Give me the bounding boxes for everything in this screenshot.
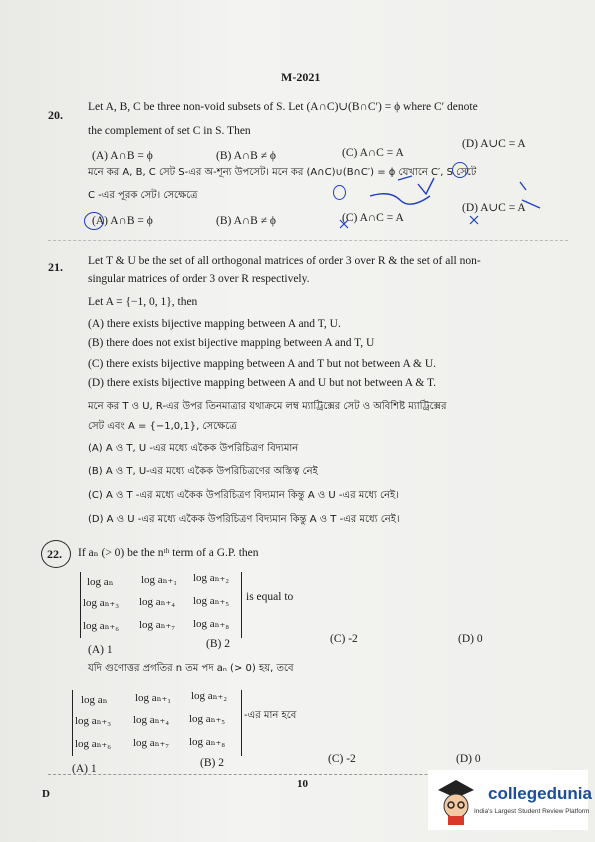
logo-tagline: India's Largest Student Review Platform (474, 808, 590, 815)
det-cell: log aₙ₊₄ (139, 596, 176, 608)
q22-bengali-determinant (72, 690, 242, 756)
logo-wordmark: collegedunia (488, 784, 592, 803)
q20-bengali-line2: C -এর পূরক সেট। সেক্ষেত্রে (88, 190, 198, 201)
det-cell: log aₙ₊₆ (75, 738, 112, 750)
q22-determinant (80, 572, 242, 638)
q21-option-a: (A) there exists bijective mapping between A and T, U. (88, 318, 341, 330)
q21-bengali-line1: মনে কর T ও U, R-এর উপর তিনমাত্রার যথাক্রমে লম্ব ম্যাট্রিক্সের সেট ও অবিশিষ্ট ম্যাট্রিক্সের (88, 401, 447, 412)
q20-bengali-option-c: (C) A∩C = A (342, 212, 404, 224)
q22-equal-text: is equal to (246, 591, 294, 603)
q21-bengali-option-b: (B) A ও T, U-এর মধ্যে একৈক উপরিচিত্রণের অস্তিত্ব নেই (88, 466, 318, 477)
q20-stem-line1: Let A, B, C be three non-void subsets of S. Let (A∩C)∪(B∩C′) = ϕ where C′ denote (88, 101, 478, 113)
q21-option-d: (D) there exists bijective mapping between A and U but not between A & T. (88, 377, 437, 389)
det-cell: log aₙ₊₅ (189, 713, 226, 725)
pen-annotation-strokes (460, 178, 550, 228)
det-cell: log aₙ₊₂ (191, 690, 228, 702)
q20-option-d: (D) A∪C = A (462, 138, 526, 150)
det-cell: log aₙ₊₃ (75, 715, 112, 727)
q20-option-a: (A) A∩B = ϕ (92, 150, 153, 162)
q22-bengali-option-a: (A) 1 (72, 763, 97, 775)
q21-bengali-option-d: (D) A ও U -এর মধ্যে একৈক উপরিচিত্রণ বিদ্যমান কিন্তু A ও T -এর মধ্যে নেই। (88, 514, 400, 525)
q21-bengali-option-a: (A) A ও T, U -এর মধ্যে একৈক উপরিচিত্রণ বিদ্যমান (88, 443, 299, 454)
q20-bengali-line1: মনে কর A, B, C সেট S-এর অ-শূন্য উপসেট। মনে কর (A∩C)∪(B∩C′) = ϕ যেখানে C′, S সেটে (88, 167, 477, 178)
q21-stem-line1: Let T & U be the set of all orthogonal matrices of order 3 over R & the set of all non- (88, 255, 481, 267)
section-divider (48, 240, 568, 241)
det-cell: log aₙ₊₇ (139, 619, 176, 631)
q22-bengali-option-c: (C) -2 (328, 753, 356, 765)
q21-stem-line2: singular matrices of order 3 over R respectively. (88, 273, 310, 285)
q20-bengali-option-d: (D) A∪C = A (462, 202, 526, 214)
det-cell: log aₙ₊₅ (193, 595, 230, 607)
page-number: 10 (297, 778, 308, 790)
q22-bengali-option-d: (D) 0 (456, 753, 481, 765)
det-cell: log aₙ₊₆ (83, 620, 120, 632)
det-cell: log aₙ₊₁ (135, 692, 172, 704)
q22-bengali-option-b: (B) 2 (200, 757, 224, 769)
graduate-mascot-icon (432, 776, 480, 826)
det-cell: log aₙ (87, 576, 114, 588)
q20-stem-line2: the complement of set C in S. Then (88, 125, 251, 137)
q20-bengali-option-a: (A) A∩B = ϕ (92, 215, 153, 227)
q22-bengali-equal-text: -এর মান হবে (244, 710, 297, 721)
q21-option-b: (B) there does not exist bijective mapping between A and T, U (88, 337, 375, 349)
det-cell: log aₙ₊₇ (133, 737, 170, 749)
q22-option-b: (B) 2 (206, 638, 230, 650)
q22-bengali-stem: যদি গুণোত্তর প্রগতির n তম পদ aₙ (> 0) হয়, তবে (88, 663, 294, 674)
det-cell: log aₙ (81, 694, 108, 706)
det-cell: log aₙ₊₈ (193, 618, 230, 630)
q21-option-c: (C) there exists bijective mapping between A and T but not between A & U. (88, 358, 437, 370)
q22-option-c: (C) -2 (330, 633, 358, 645)
det-cell: log aₙ₊₄ (133, 714, 170, 726)
paper-code: M-2021 (281, 70, 321, 84)
det-cell: log aₙ₊₁ (141, 574, 178, 586)
q20-option-c: (C) A∩C = A (342, 147, 404, 159)
pen-annotation-strokes (330, 170, 460, 230)
q20-bengali-option-b: (B) A∩B ≠ ϕ (216, 215, 276, 227)
q22-option-d: (D) 0 (458, 633, 483, 645)
q22-option-a: (A) 1 (88, 644, 113, 656)
q21-stem-line3: Let A = {−1, 0, 1}, then (88, 296, 198, 308)
question-number-20: 20. (48, 108, 63, 122)
set-label: D (42, 788, 50, 800)
det-cell: log aₙ₊₃ (83, 597, 120, 609)
question-number-21: 21. (48, 260, 63, 274)
question-number-22: 22. (47, 547, 62, 561)
q21-bengali-line2: সেট এবং A = {−1,0,1}, সেক্ষেত্রে (88, 421, 237, 432)
det-cell: log aₙ₊₈ (189, 736, 226, 748)
q21-bengali-option-c: (C) A ও T -এর মধ্যে একৈক উপরিচিত্রণ বিদ্যমান কিন্তু A ও U -এর মধ্যে নেই। (88, 490, 399, 501)
q20-option-b: (B) A∩B ≠ ϕ (216, 150, 276, 162)
answer-circle-mark (84, 212, 104, 230)
q22-stem: If aₙ (> 0) be the nᵗʰ term of a G.P. then (78, 547, 259, 559)
det-cell: log aₙ₊₂ (193, 572, 230, 584)
